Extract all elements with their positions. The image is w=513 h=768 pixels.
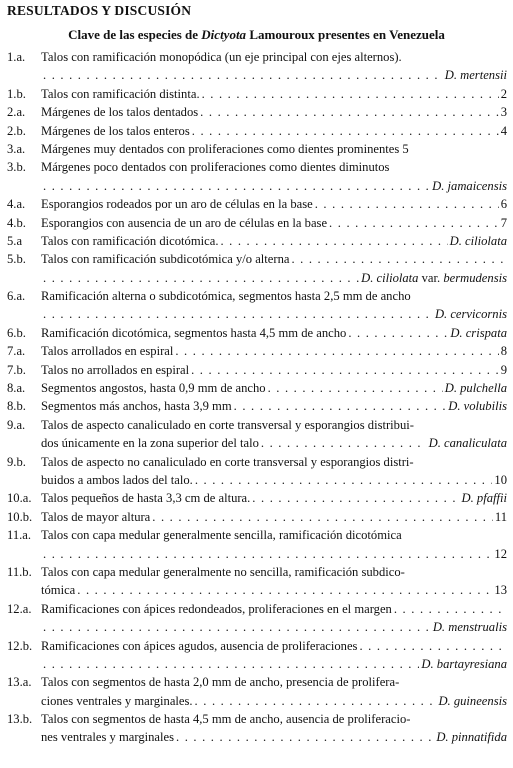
variety-name: bermudensis — [443, 270, 507, 285]
couplet-text-line — [41, 85, 507, 103]
couplet-reference — [494, 471, 507, 489]
key-line — [7, 379, 507, 397]
couplet-description: Ramificaciones con ápices agudos, ausencia de proliferaciones — [41, 638, 358, 653]
dot-leader — [43, 545, 492, 563]
couplet-description: Esporangios rodeados por un aro de células en la base — [41, 197, 313, 212]
couplet-description: Márgenes poco dentados con proliferaciones como dientes diminutos — [41, 160, 390, 175]
couplet-description: Ramificaciones con ápices redondeados, proliferaciones en el margen — [41, 601, 392, 616]
key-title — [0, 27, 513, 43]
key-title-genus: Dictyota — [201, 27, 247, 42]
key-line — [7, 728, 507, 746]
reference-text: 8 — [500, 344, 507, 359]
dot-leader — [176, 728, 434, 746]
key-line — [7, 526, 507, 544]
couplet-text-line — [41, 581, 507, 599]
couplet-text-line — [41, 158, 507, 176]
couplet-number: 12.b. — [7, 638, 33, 653]
key-line — [7, 269, 507, 287]
couplet-text-line — [41, 508, 507, 526]
couplet-number: 9.b. — [7, 454, 26, 469]
key-line — [7, 673, 507, 691]
key-line — [7, 655, 507, 673]
couplet-reference — [494, 545, 507, 563]
reference-text: D. menstrualis — [432, 620, 507, 635]
couplet-description: Segmentos angostos, hasta 0,9 mm de ancho — [41, 381, 266, 396]
key-line — [7, 453, 507, 471]
dot-leader — [43, 618, 431, 636]
couplet-reference — [495, 508, 507, 526]
couplet-number: 3.a. — [7, 141, 26, 156]
dot-leader — [359, 637, 505, 655]
key-line — [7, 158, 507, 176]
couplet-number: 1.a. — [7, 50, 26, 64]
key-line — [7, 122, 507, 140]
dot-leader — [191, 361, 499, 379]
couplet-description: Talos de aspecto no canaliculado en corte transversal y esporangios distri- — [41, 454, 414, 469]
key-title-post: Lamouroux presentes en Venezuela — [246, 27, 445, 42]
couplet-reference — [501, 195, 507, 213]
couplet-description: buidos a ambos lados del talo. — [41, 472, 193, 487]
key-line — [7, 195, 507, 213]
couplet-description: Ramificación alterna o subdicotómica, segmentos hasta 2,5 mm de ancho — [41, 289, 411, 304]
species-name — [436, 728, 507, 746]
couplet-description: Talos arrollados en espiral — [41, 344, 174, 359]
couplet-reference — [501, 103, 507, 121]
couplet-text-line — [41, 655, 507, 673]
couplet-number: 8.a. — [7, 381, 26, 396]
key-line — [7, 416, 507, 434]
species-name — [438, 692, 507, 710]
dot-leader — [234, 397, 447, 415]
reference-text: D. bartayresiana — [421, 656, 507, 671]
couplet-number: 1.b. — [7, 86, 26, 101]
key-line — [7, 361, 507, 379]
couplet-description: Talos de aspecto canaliculado en corte transversal y esporangios distribui- — [41, 417, 414, 432]
couplet-description: Márgenes muy dentados con proliferaciones como dientes prominentes 5 — [41, 141, 409, 156]
couplet-text-line — [41, 728, 507, 746]
reference-text: 12 — [494, 546, 507, 561]
couplet-description: Segmentos más anchos, hasta 3,9 mm — [41, 399, 232, 414]
couplet-description: Talos pequeños de hasta 3,3 cm de altura. — [41, 491, 251, 506]
dot-leader — [252, 489, 459, 507]
couplet-number: 7.a. — [7, 344, 26, 359]
couplet-text-line — [41, 140, 507, 158]
couplet-text-line — [41, 397, 507, 415]
species-name — [445, 379, 507, 397]
couplet-text-line — [41, 489, 507, 507]
species-name — [435, 305, 507, 323]
couplet-description: ciones ventrales y marginales. — [41, 693, 193, 708]
couplet-description: Márgenes de los talos enteros — [41, 123, 190, 138]
dot-leader — [348, 324, 448, 342]
couplet-reference — [501, 85, 507, 103]
couplet-number: 10.a. — [7, 491, 32, 506]
reference-text: 2 — [500, 86, 507, 101]
key-line — [7, 637, 507, 655]
reference-text: 4 — [500, 123, 507, 138]
couplet-text-line — [41, 434, 507, 452]
couplet-number: 4.b. — [7, 215, 26, 230]
couplet-text-line — [41, 379, 507, 397]
key-line — [7, 85, 507, 103]
couplet-text-line — [41, 545, 507, 563]
couplet-description: nes ventrales y marginales — [41, 730, 175, 745]
couplet-reference — [501, 361, 507, 379]
key-line — [7, 692, 507, 710]
key-line — [7, 305, 507, 323]
couplet-number: 5.a — [7, 233, 23, 248]
couplet-description: Talos de mayor altura — [41, 509, 151, 524]
couplet-description: tómica — [41, 583, 76, 598]
dichotomous-key — [7, 48, 507, 747]
reference-text: 6 — [500, 197, 507, 212]
key-line — [7, 214, 507, 232]
reference-text: 10 — [494, 472, 507, 487]
key-line — [7, 489, 507, 507]
couplet-text-line — [41, 250, 507, 268]
key-line — [7, 287, 507, 305]
couplet-text-line — [41, 563, 507, 581]
couplet-description: Talos con ramificación subdicotómica y/o alterna — [41, 252, 290, 267]
couplet-number: 7.b. — [7, 362, 26, 377]
reference-text: 13 — [494, 583, 507, 598]
couplet-description: Talos con ramificación distinta. — [41, 86, 200, 101]
couplet-reference — [501, 342, 507, 360]
key-line — [7, 508, 507, 526]
species-name — [445, 66, 507, 84]
reference-text: 3 — [500, 105, 507, 120]
couplet-description: Ramificación dicotómica, segmentos hasta 4,5 mm de ancho — [41, 325, 347, 340]
species-name — [448, 397, 507, 415]
couplet-number: 13.b. — [7, 712, 33, 727]
couplet-number: 13.a. — [7, 675, 32, 690]
couplet-text-line — [41, 103, 507, 121]
couplet-description: Talos no arrollados en espiral — [41, 362, 190, 377]
reference-text: D. mertensii — [444, 68, 507, 83]
couplet-text-line — [41, 710, 507, 728]
couplet-number: 5.b. — [7, 252, 26, 267]
dot-leader — [43, 269, 359, 287]
reference-text: D. crispata — [450, 325, 507, 340]
key-line — [7, 140, 507, 158]
couplet-number: 2.b. — [7, 123, 26, 138]
dot-leader — [268, 379, 443, 397]
reference-text: 9 — [500, 362, 507, 377]
couplet-text-line — [41, 600, 507, 618]
reference-text: D. ciliolata — [361, 270, 419, 285]
couplet-description: dos únicamente en la zona superior del talo — [41, 436, 259, 451]
couplet-text-line — [41, 305, 507, 323]
couplet-text-line — [41, 214, 507, 232]
dot-leader — [43, 177, 430, 195]
couplet-reference — [501, 214, 507, 232]
couplet-description: Esporangios con ausencia de un aro de células en la base — [41, 215, 328, 230]
key-line — [7, 342, 507, 360]
key-line — [7, 232, 507, 250]
dot-leader — [152, 508, 493, 526]
couplet-description: Talos con capa medular generalmente sencilla, ramificación dicotómica — [41, 528, 402, 543]
reference-text: D. pinnatifida — [436, 730, 507, 745]
couplet-number: 8.b. — [7, 399, 26, 414]
key-title-pre: Clave de las especies de — [68, 27, 202, 42]
dot-leader — [77, 581, 492, 599]
couplet-description: Talos con capa medular generalmente no sencilla, ramificación subdico- — [41, 564, 405, 579]
couplet-text-line — [41, 66, 507, 84]
key-line — [7, 471, 507, 489]
reference-text: D. pfaffii — [461, 491, 507, 506]
couplet-text-line — [41, 232, 507, 250]
reference-text: 11 — [494, 509, 507, 524]
dot-leader — [200, 103, 499, 121]
key-line — [7, 581, 507, 599]
dot-leader — [195, 471, 493, 489]
key-line — [7, 710, 507, 728]
couplet-text-line — [41, 361, 507, 379]
reference-text: D. canaliculata — [428, 436, 507, 451]
key-line — [7, 324, 507, 342]
dot-leader — [175, 342, 498, 360]
couplet-number: 6.b. — [7, 325, 26, 340]
couplet-description: Talos con ramificación monopódica (un eje principal con ejes alternos). — [41, 50, 402, 64]
species-name — [361, 269, 507, 287]
dot-leader — [43, 655, 419, 673]
couplet-text-line — [41, 287, 507, 305]
couplet-text-line — [41, 269, 507, 287]
reference-text: D. cervicornis — [434, 307, 507, 322]
dot-leader — [291, 250, 505, 268]
couplet-reference — [494, 581, 507, 599]
couplet-text-line — [41, 416, 507, 434]
key-line — [7, 250, 507, 268]
couplet-text-line — [41, 177, 507, 195]
couplet-description: Talos con segmentos de hasta 4,5 mm de ancho, ausencia de proliferacio- — [41, 712, 411, 727]
dot-leader — [394, 600, 505, 618]
key-line — [7, 66, 507, 84]
reference-text: D. pulchella — [444, 381, 507, 396]
couplet-description: Márgenes de los talos dentados — [41, 105, 199, 120]
reference-text: D. guineensis — [438, 693, 507, 708]
section-heading: RESULTADOS Y DISCUSIÓN — [7, 3, 192, 18]
dot-leader — [315, 195, 499, 213]
key-line — [7, 545, 507, 563]
key-line — [7, 434, 507, 452]
couplet-number: 3.b. — [7, 160, 26, 175]
couplet-text-line — [41, 673, 507, 691]
couplet-text-line — [41, 526, 507, 544]
couplet-number: 6.a. — [7, 289, 26, 304]
couplet-number: 11.a. — [7, 528, 32, 543]
key-line — [7, 177, 507, 195]
couplet-number: 12.a. — [7, 601, 32, 616]
couplet-text-line — [41, 637, 507, 655]
key-line — [7, 103, 507, 121]
dot-leader — [220, 232, 447, 250]
species-name — [421, 655, 507, 673]
couplet-number: 2.a. — [7, 105, 26, 120]
species-name — [462, 489, 507, 507]
dot-leader — [261, 434, 427, 452]
species-name — [429, 434, 507, 452]
species-name — [450, 232, 507, 250]
couplet-text-line — [41, 48, 507, 66]
key-line — [7, 600, 507, 618]
dot-leader — [192, 122, 499, 140]
couplet-number: 9.a. — [7, 417, 26, 432]
reference-text: D. ciliolata — [449, 233, 507, 248]
variety-abbrev: var. — [418, 270, 444, 285]
key-line — [7, 397, 507, 415]
couplet-number: 11.b. — [7, 564, 32, 579]
couplet-text-line — [41, 453, 507, 471]
couplet-text-line — [41, 195, 507, 213]
species-name — [432, 177, 507, 195]
couplet-text-line — [41, 342, 507, 360]
reference-text: D. volubilis — [448, 399, 507, 414]
couplet-number: 4.a. — [7, 197, 26, 212]
dot-leader — [43, 305, 433, 323]
couplet-text-line — [41, 122, 507, 140]
species-name — [450, 324, 507, 342]
key-line — [7, 48, 507, 66]
couplet-number: 10.b. — [7, 509, 33, 524]
key-line — [7, 563, 507, 581]
dot-leader — [195, 692, 437, 710]
couplet-description: Talos con segmentos de hasta 2,0 mm de ancho, presencia de prolifera- — [41, 675, 400, 690]
dot-leader — [202, 85, 499, 103]
dot-leader — [329, 214, 499, 232]
species-name — [433, 618, 507, 636]
dot-leader — [43, 66, 443, 84]
key-line — [7, 618, 507, 636]
couplet-text-line — [41, 692, 507, 710]
couplet-text-line — [41, 471, 507, 489]
couplet-text-line — [41, 618, 507, 636]
couplet-reference — [501, 122, 507, 140]
couplet-text-line — [41, 324, 507, 342]
couplet-description: Talos con ramificación dicotómica. — [41, 233, 219, 248]
reference-text: D. jamaicensis — [432, 178, 507, 193]
reference-text: 7 — [500, 215, 507, 230]
